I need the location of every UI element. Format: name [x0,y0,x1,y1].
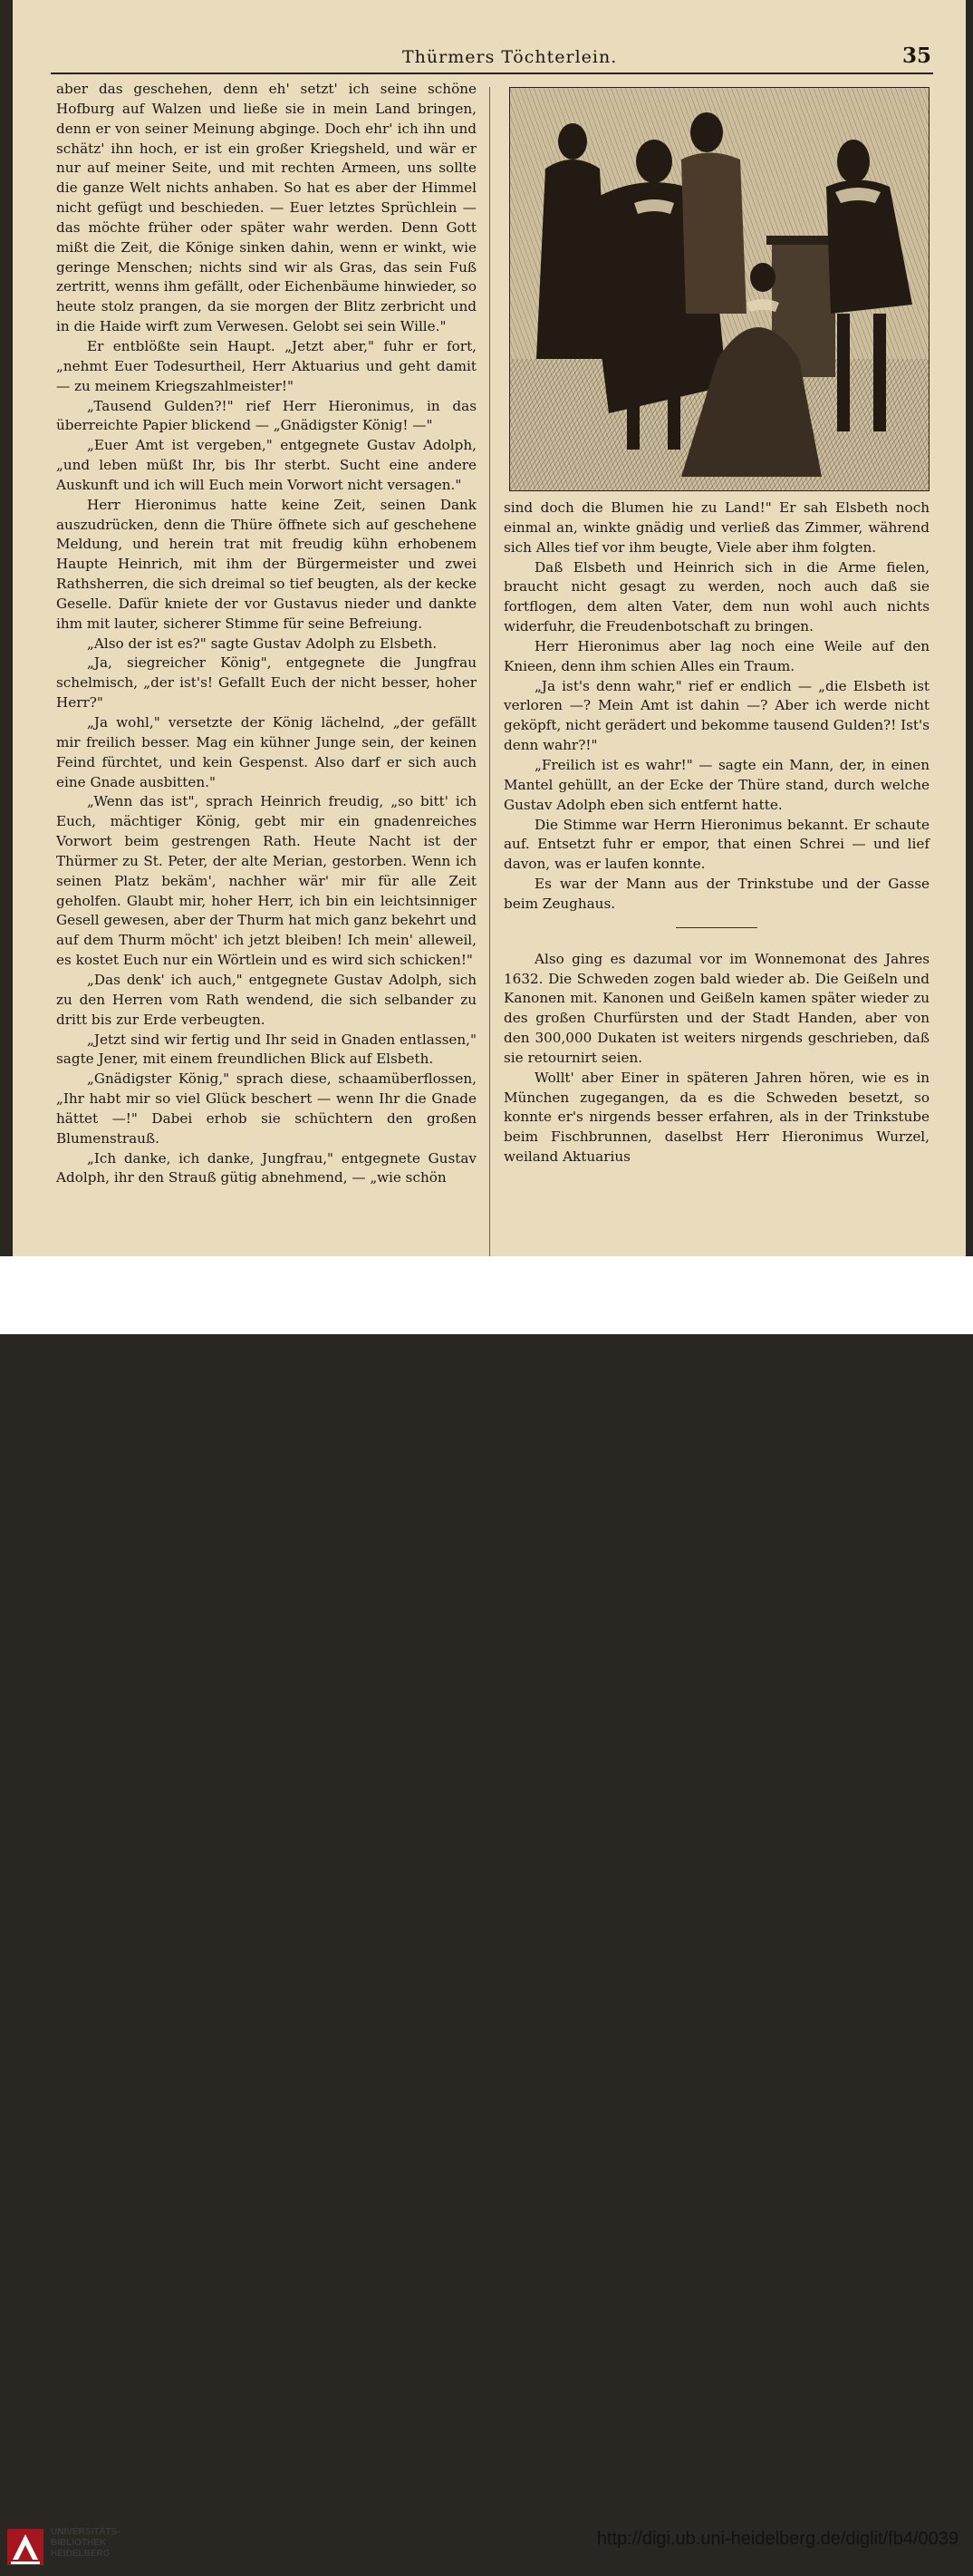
paragraph: Es war der Mann aus der Trinkstube und der Gasse beim Zeughaus. [504,876,930,912]
library-footer-bar [0,1256,973,2559]
page-number: 35 [902,44,932,68]
paragraph: Herr Hieronimus aber lag noch eine Weile auf den Knieen, denn ihm schien Alles ein Traum. [504,637,930,674]
paragraph: Wollt' aber Einer in späteren Jahren hören, wie es in München zugegangen, da es die Schweden besetzt, so konnte er's nirgends besser erfahren, als in der Trinkstube beim Fischbrunnen, daselbst Herr Hieronimus Wurzel, weiland Aktuarius [504,1069,930,1166]
paragraph: „Ich danke, ich danke, Jungfrau," entgegnete Gustav Adolph, ihr den Strauß gütig abnehmend, — „wie schön [56,1149,477,1186]
library-name-line: HEIDELBERG [51,2549,111,2559]
paragraph: „Euer Amt ist vergeben," entgegnete Gustav Adolph, „und leben müßt Ihr, bis Ihr sterbt. Sucht eine andere Auskunft und ich will Euch mein Vorwort nicht versagen." [56,437,477,493]
library-name-line: BIBLIOTHEK [51,2538,107,2548]
paragraph: „Also der ist es?" sagte Gustav Adolph zu Elsbeth. [87,634,438,652]
paragraph: „Ja ist's denn wahr," rief er endlich — „die Elsbeth ist verloren —? Mein Amt ist dahin —? Aber ich werde nicht geköpft, nicht gerädert und bekomme tausend Gulden?! Ist's denn wahr?!" [504,677,930,754]
running-title: Thürmers Töchterlein. [402,47,618,67]
paragraph: Er entblößte sein Haupt. „Jetzt aber," fuhr er fort, „nehmt Euer Todesurtheil, Herr Aktuarius und geht damit — zu meinem Kriegszahlmeister!" [56,337,477,394]
right-text-column [504,499,930,1167]
paragraph: „Jetzt sind wir fertig und Ihr seid in Gnaden entlassen," sagte Jener, mit einem freundlichen Blick auf Elsbeth. [56,1031,477,1068]
left-text-column [56,80,477,1188]
paragraph: „Ja wohl," versetzte der König lächelnd, „der gefällt mir freilich besser. Mag ein kühner Junge sein, der keinen Feind fürchtet, und kein Gespenst. Also darf er sich auch eine Gnade ausbitten." [56,714,477,790]
paragraph: „Wenn das ist", sprach Heinrich freudig, „so bitt' ich Euch, mächtiger König, gebt mir ein gnadenreiches Vorwort beim gestrengen Rath. Heute Nacht ist der Thürmer zu St. Peter, der alte Merian, gestorben. Wenn ich seinen Platz bekäm', nachher wär' mir für alle Zeit geholfen. Glaubt mir, hoher Herr, ich bin ein leichtsinniger Gesell gewesen, aber der Thurm hat mich ganz bekehrt und auf dem Thurm möcht' ich jetzt bleiben! Ich mein' alleweil, es kostet Euch nur ein Wörtlein und es wird sich schicken!" [56,793,477,969]
paragraph: „Freilich ist es wahr!" — sagte ein Mann, der, in einen Mantel gehüllt, an der Ecke der Thüre stand, durch welche Gustav Adolph eben sich entfernt hatte. [504,756,930,813]
scanned-page [13,0,966,1334]
header-rule [51,73,933,74]
library-seal-icon [5,2525,45,2569]
library-name [51,2527,120,2560]
paragraph: sind doch die Blumen hie zu Land!" Er sah Elsbeth noch einmal an, winkte gnädig und verließ das Zimmer, während sich Alles tief vor ihm beugte, Viele aber ihm folgten. [504,499,930,556]
library-name-line: UNIVERSITÄTS- [51,2527,120,2537]
paragraph: „Gnädigster König," sprach diese, schaamüberflossen, „Ihr habt mir so viel Glück beschert — wenn Ihr die Gnade hättet —!" Dabei erhob sie schüchtern den großen Blumenstrauß. [56,1070,477,1147]
source-url-link[interactable]: http://digi.ub.uni-heidelberg.de/diglit/fb4/0039 [596,2529,959,2549]
section-separator [676,927,757,928]
library-logo[interactable] [5,2525,150,2576]
paragraph: Herr Hieronimus hatte keine Zeit, seinen Dank auszudrücken, denn die Thüre öffnete sich auf geschehene Meldung, und herein trat mit freudig kühn erhobenem Haupte Heinrich, mit ihm der Bürgermeister und zwei Rathsherren, die sich dreimal so tief beugten, als der kecke Geselle. Dafür kniete der vor Gustavus nieder und dankte ihm mit lauter, sicherer Stimme für seine Befreiung. [56,496,477,632]
paragraph: „Ja, siegreicher König", entgegnete die Jungfrau schelmisch, „der ist's! Gefallt Euch der nicht besser, hoher Herr?" [56,654,477,712]
paragraph: Also ging es dazumal vor im Wonnemonat des Jahres 1632. Die Schweden zogen bald wieder ab. Die Geißeln und Kanonen mit. Kanonen und Geißeln kamen später wieder zu des großen Churfürsten und der Stadt Handen, aber von den 300,000 Dukaten ist weiters nirgends geschrieben, daß sie retournirt seien. [504,950,930,1066]
paragraph: Daß Elsbeth und Heinrich sich in die Arme fielen, braucht nicht gesagt zu werden, noch auch daß sie fortflogen, dem alten Vater, dem nun wohl auch nichts widerfuhr, die Freudenbotschaft zu bringen. [504,558,930,635]
paragraph: „Tausend Gulden?!" rief Herr Hieronimus, in das überreichte Papier blickend — „Gnädigster König! —" [56,397,477,434]
column-divider [489,87,490,1329]
paragraph: „Das denk' ich auch," entgegnete Gustav Adolph, sich zu den Herren vom Rath wendend, die sich selbander zu dritt bis zur Erde verbeugten. [56,971,477,1028]
paragraph: aber das geschehen, denn eh' setzt' ich seine schöne Hofburg auf Walzen und ließe sie in mein Land bringen, denn er von seiner Meinung abginge. Doch ehr' ich ihn und schätz' ihn hoch, er ist ein großer Kriegsheld, und wär er nur auf meiner Seite, und mit rechten Armeen, uns sollte die ganze Welt nichts anhaben. So hat es aber der Himmel nicht gefügt und beschieden. — Euer letztes Sprüchlein — das möchte früher oder später wahr werden. Denn Gott mißt die Zeit, die Könige sinken dahin, wenn er winkt, wie geringe Menschen; nichts sind wir als Gras, das sein Fuß zertritt, wenns ihm gefällt, oder Eichenbäume hinwieder, so heute stolz prangen, da sie morgen der Blitz zerbricht und in die Haide wirft zum Verwesen. Gelobt sei sein Wille." [56,81,477,335]
paragraph: Die Stimme war Herrn Hieronimus bekannt. Er schaute auf. Entsetzt fuhr er empor, that einen Schrei — und lief davon, was er laufen konnte. [504,816,930,873]
woodcut-illustration [509,87,930,491]
